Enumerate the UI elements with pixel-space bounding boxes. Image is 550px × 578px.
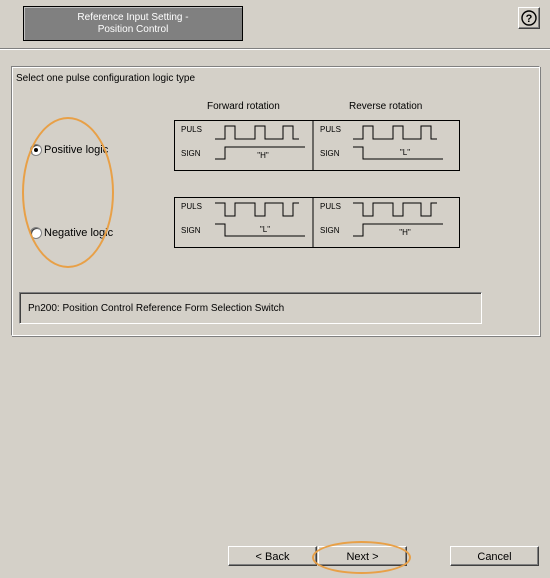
group-prompt: Select one pulse configuration logic type bbox=[16, 73, 196, 84]
header-separator bbox=[0, 48, 550, 50]
positive-waveform-diagram bbox=[175, 121, 459, 170]
negative-waveform-diagram bbox=[175, 198, 459, 247]
svg-text:SIGN: SIGN bbox=[181, 226, 201, 235]
page-title-line2: Position Control bbox=[97, 23, 169, 35]
parameter-info-box bbox=[19, 292, 482, 324]
parameter-text: Pn200: Position Control Reference Form Selection Switch bbox=[28, 303, 285, 314]
reverse-rotation-header: Reverse rotation bbox=[349, 101, 423, 112]
cancel-button[interactable]: Cancel bbox=[450, 546, 539, 566]
positive-logic-label: Positive logic bbox=[44, 144, 109, 156]
forward-rotation-header: Forward rotation bbox=[207, 101, 280, 112]
svg-text:"H": "H" bbox=[399, 228, 411, 237]
page-title bbox=[23, 6, 243, 41]
negative-logic-label: Negative logic bbox=[44, 227, 114, 239]
svg-text:PULS: PULS bbox=[320, 125, 341, 134]
positive-logic-waveforms bbox=[174, 120, 460, 171]
svg-text:"H": "H" bbox=[257, 151, 269, 160]
help-icon bbox=[519, 8, 539, 28]
negative-logic-waveforms bbox=[174, 197, 460, 248]
back-button[interactable]: < Back bbox=[228, 546, 317, 566]
svg-text:?: ? bbox=[525, 13, 533, 25]
page-title-line1: Reference Input Setting - bbox=[77, 11, 189, 23]
svg-text:SIGN: SIGN bbox=[320, 149, 340, 158]
svg-text:SIGN: SIGN bbox=[320, 226, 340, 235]
radio-highlight-ellipse bbox=[22, 117, 114, 268]
svg-text:"L": "L" bbox=[259, 225, 271, 234]
svg-text:"L": "L" bbox=[399, 148, 411, 157]
svg-text:PULS: PULS bbox=[181, 202, 202, 211]
svg-text:SIGN: SIGN bbox=[181, 149, 201, 158]
help-button[interactable] bbox=[518, 7, 540, 29]
next-button[interactable]: Next > bbox=[318, 546, 407, 566]
svg-text:PULS: PULS bbox=[320, 202, 341, 211]
next-highlight-ellipse bbox=[312, 541, 411, 574]
svg-text:PULS: PULS bbox=[181, 125, 202, 134]
